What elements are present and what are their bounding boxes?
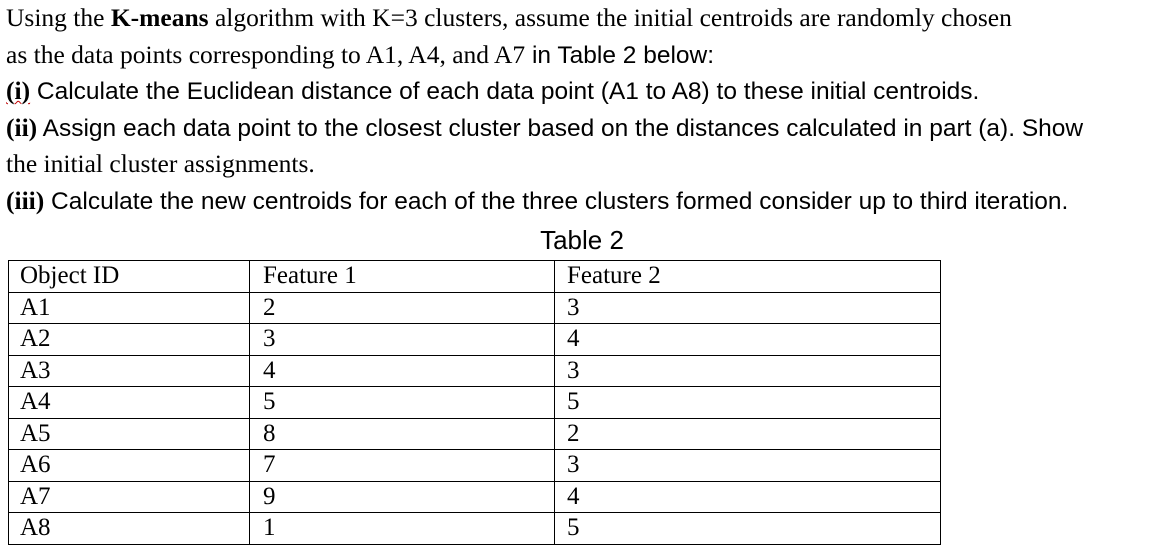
table-row: [9, 481, 941, 513]
table-row: [9, 355, 941, 387]
kmeans-term: K-means: [110, 3, 209, 32]
part-ii-label: (ii): [6, 112, 38, 142]
object-id-cell: A2: [9, 324, 250, 356]
question-line-1: [6, 0, 1162, 37]
object-id-cell: A8: [9, 513, 250, 545]
header-feature-2: Feature 2: [555, 261, 941, 293]
table-reference-text: in Table 2 below:: [525, 41, 715, 69]
feature-2-cell: 4: [555, 324, 941, 356]
feature-1-cell: 3: [250, 324, 555, 356]
feature-1-cell: 7: [250, 450, 555, 482]
intro-text-cont: algorithm with K=3 clusters, assume the initial centroids are randomly chosen: [208, 3, 1012, 32]
part-ii-cont: [6, 146, 1162, 183]
feature-2-cell: 3: [555, 450, 941, 482]
table-header-row: [9, 261, 941, 293]
header-feature-1: Feature 1: [250, 261, 555, 293]
feature-2-cell: 3: [555, 355, 941, 387]
part-i-label: (i): [6, 76, 31, 105]
part-i: [6, 73, 1162, 110]
header-object-id: Object ID: [9, 261, 250, 293]
table-row: [9, 450, 941, 482]
object-id-cell: A6: [9, 450, 250, 482]
feature-1-cell: 5: [250, 387, 555, 419]
feature-2-cell: 5: [555, 387, 941, 419]
part-i-text: Calculate the Euclidean distance of each data point (A1 to A8) to these initial centroids.: [30, 78, 980, 105]
part-iii-text: Calculate the new centroids for each of the three clusters formed consider up to third iteration.: [44, 187, 1069, 215]
feature-1-cell: 1: [250, 513, 555, 545]
data-table: [8, 260, 941, 545]
centroid-text: as the data points corresponding to A1, A4, and A7: [6, 39, 526, 69]
object-id-cell: A5: [9, 418, 250, 450]
object-id-cell: A3: [9, 355, 250, 387]
table-row: [9, 418, 941, 450]
feature-1-cell: 4: [250, 355, 555, 387]
table-row: [9, 387, 941, 419]
part-ii-text-cont: the initial cluster assignments.: [6, 149, 315, 178]
object-id-cell: A7: [9, 481, 250, 513]
table-row: [9, 292, 941, 324]
question-line-2: [6, 37, 1162, 74]
table-caption: [0, 222, 1166, 258]
feature-2-cell: 2: [555, 418, 941, 450]
feature-2-cell: 4: [555, 481, 941, 513]
table-caption-text: Table 2: [540, 225, 624, 255]
intro-text: Using the: [6, 3, 111, 32]
part-ii-text: Assign each data point to the closest cluster based on the distances calculated in part (a). Show: [37, 114, 1084, 142]
feature-1-cell: 2: [250, 292, 555, 324]
feature-1-cell: 9: [250, 481, 555, 513]
feature-2-cell: 3: [555, 292, 941, 324]
object-id-cell: A4: [9, 387, 250, 419]
table-row: [9, 324, 941, 356]
object-id-cell: A1: [9, 292, 250, 324]
feature-1-cell: 8: [250, 418, 555, 450]
part-ii: [6, 110, 1162, 147]
part-iii-label: (iii): [6, 185, 45, 215]
table-row: [9, 513, 941, 545]
part-iii: [6, 183, 1162, 220]
question-text: [6, 0, 1162, 219]
feature-2-cell: 5: [555, 513, 941, 545]
